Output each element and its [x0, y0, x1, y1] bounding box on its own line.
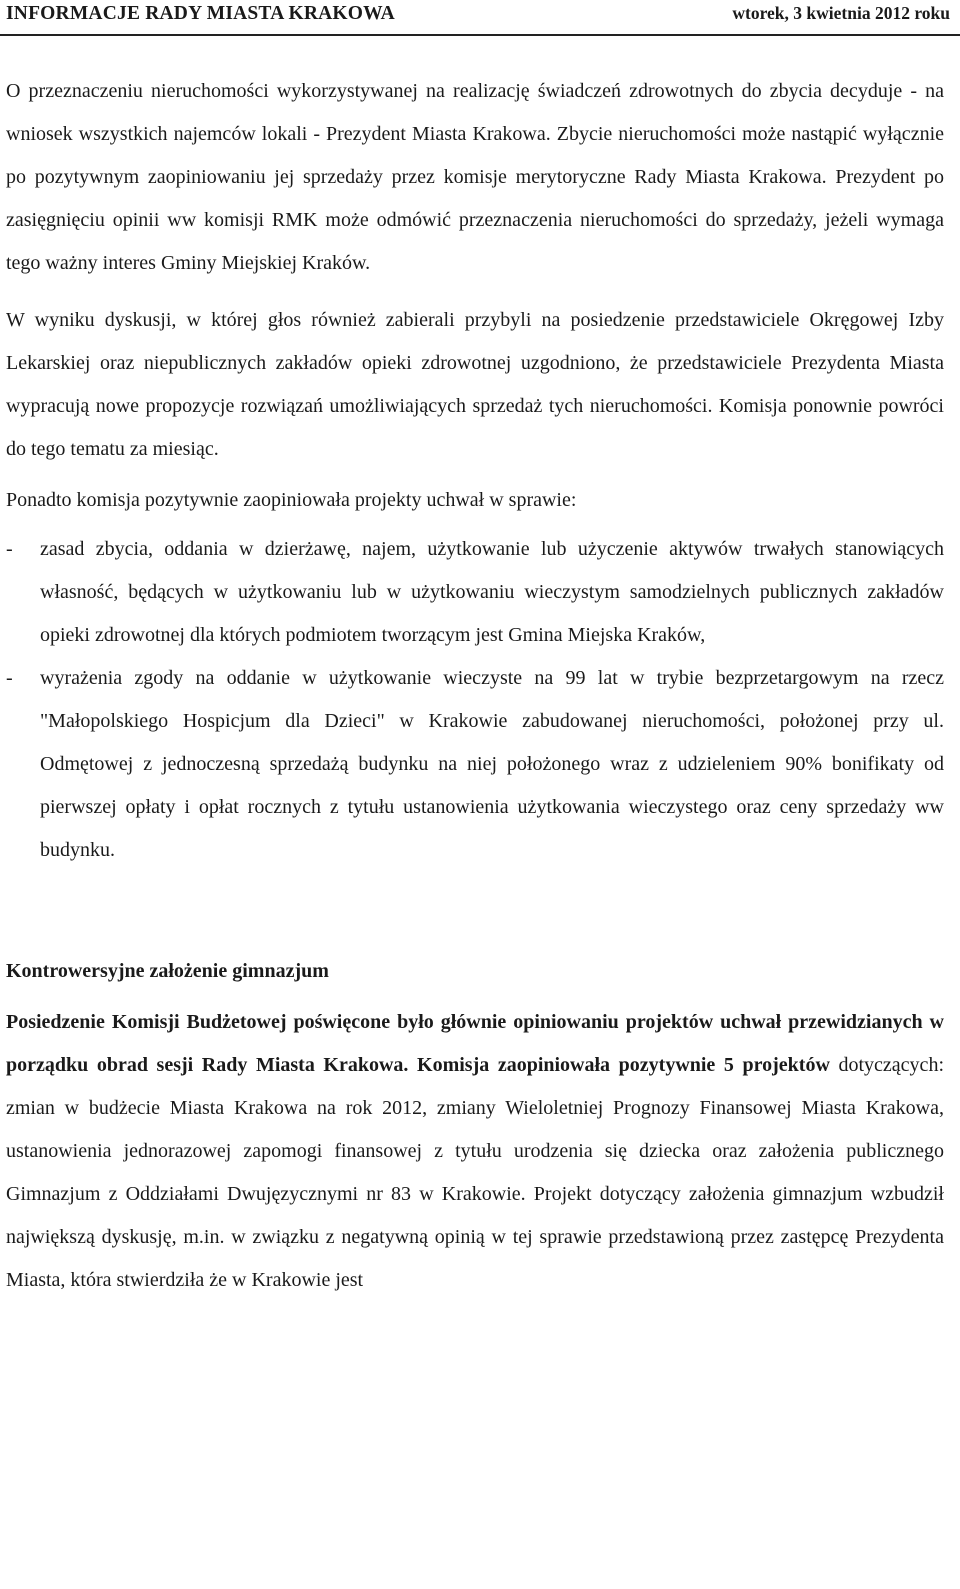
paragraph-zbycie: O przeznaczeniu nieruchomości wykorzystywanej na realizację świadczeń zdrowotnych do zbycia decyduje - na wniosek wszystkich najemców lokali - Prezydent Miasta Krakowa. Zbycie nieruchomości może nastąpić wyłącznie po pozytywnym zaopiniowaniu jej sprzedaży przez komisje merytoryczne Rady Miasta Krakowa. Prezydent po zasięgnięciu opinii ww komisji RMK może odmówić przeznaczenia nieruchomości do sprzedaży, jeżeli wymaga tego ważny interes Gminy Miejskiej Kraków. — [6, 80, 944, 274]
header-date: wtorek, 3 kwietnia 2012 roku — [732, 3, 950, 23]
header-title: INFORMACJE RADY MIASTA KRAKOWA — [6, 3, 395, 24]
bold-intro: Posiedzenie Komisji Budżetowej poświęcone było głównie opiniowaniu projektów uchwał przewidzianych w porządku obrad sesji Rady Miasta Krakowa. Komisja zaopiniowała pozytywnie 5 projektów — [6, 1011, 944, 1076]
list-dash: - — [6, 667, 13, 689]
list-item-text: wyrażenia zgody na oddanie w użytkowanie wieczyste na 99 lat w trybie bezprzetargowym na rzecz "Małopolskiego Hospicjum dla Dzieci" w Krakowie zabudowanej nieruchomości, położonej przy ul. Odmętowej z jednoczesną sprzedażą budynku na niej położonego wraz z udzieleniem 90% bonifikaty od pierwszej opłaty i opłat rocznych z tytułu ustanowienia użytkowania wieczystego oraz ceny sprzedaży ww budynku. — [40, 667, 944, 861]
paragraph-komisja-budzetowa — [6, 1001, 944, 1302]
list-item-text: zasad zbycia, oddania w dzierżawę, najem, użytkowanie lub użyczenie aktywów trwałych stanowiących własność, będących w użytkowaniu lub w użytkowaniu wieczystym samodzielnych publicznych zakładów opieki zdrowotnej dla których podmiotem tworzącym jest Gmina Miejska Kraków, — [40, 538, 944, 646]
list-item — [6, 528, 944, 657]
section-heading: Kontrowersyjne założenie gimnazjum — [6, 960, 329, 982]
page-header — [0, 0, 960, 36]
list-dash: - — [6, 538, 13, 560]
document-body — [6, 70, 944, 1302]
paragraph-projekty-intro: Ponadto komisja pozytywnie zaopiniowała projekty uchwał w sprawie: — [6, 489, 577, 511]
paragraph-rest: dotyczących: zmian w budżecie Miasta Krakowa na rok 2012, zmiany Wieloletniej Prognozy Finansowej Miasta Krakowa, ustanowienia jednorazowej zapomogi finansowej z tytułu urodzenia się dziecka oraz założenia publicznego Gimnazjum z Oddziałami Dwujęzycznymi nr 83 w Krakowie. Projekt dotyczący założenia gimnazjum wzbudził największą dyskusję, m.in. w związku z negatywną opinią w tej sprawie przedstawioną przez zastępcę Prezydenta Miasta, która stwierdziła że w Krakowie jest — [6, 1054, 944, 1291]
list-item — [6, 657, 944, 872]
paragraph-dyskusja: W wyniku dyskusji, w której głos również zabierali przybyli na posiedzenie przedstawiciele Okręgowej Izby Lekarskiej oraz niepublicznych zakładów opieki zdrowotnej uzgodniono, że przedstawiciele Prezydenta Miasta wypracują nowe propozycje rozwiązań umożliwiających sprzedaż tych nieruchomości. Komisja ponownie powróci do tego tematu za miesiąc. — [6, 309, 944, 460]
projekty-list — [6, 528, 944, 872]
